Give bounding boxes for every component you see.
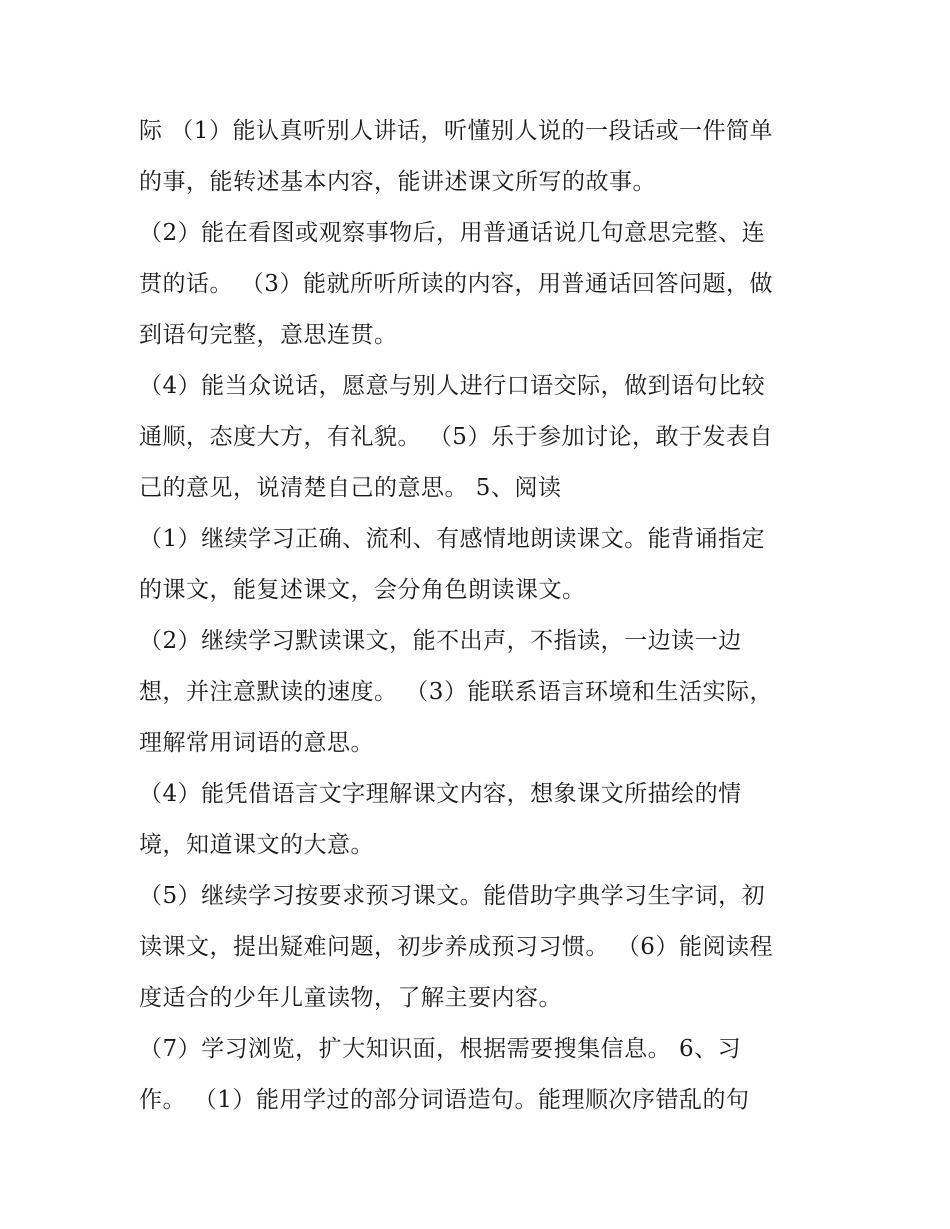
body-text [139,106,819,1126]
text-line: 际 （1）能认真听别人讲话，听懂别人说的一段话或一件简单 [139,118,773,144]
text-line: （4）能凭借语言文字理解课文内容，想象课文所描绘的情 [139,781,742,807]
text-line: 的课文，能复述课文，会分角色朗读课文。 [139,577,586,603]
text-line: （1）继续学习正确、流利、有感情地朗读课文。能背诵指定 [139,526,766,552]
text-line: 理解常用词语的意思。 [139,730,374,756]
text-line: （4）能当众说话，愿意与别人进行口语交际，做到语句比较 [139,373,766,399]
text-line: （2）能在看图或观察事物后，用普通话说几句意思完整、连 [139,220,766,246]
text-line: 作。 （1）能用学过的部分词语造句。能理顺次序错乱的句 [139,1087,750,1113]
text-line: 读课文，提出疑难问题，初步养成预习习惯。 （6）能阅读程 [139,934,773,960]
text-line: 到语句完整，意思连贯。 [139,322,398,348]
text-line: 想，并注意默读的速度。 （3）能联系语言环境和生活实际， [139,679,773,705]
text-line: 己的意见，说清楚自己的意思。 5、阅读 [139,475,562,501]
text-line: （7）学习浏览，扩大知识面，根据需要搜集信息。 6、习 [139,1036,742,1062]
text-line: 的事，能转述基本内容，能讲述课文所写的故事。 [139,169,656,195]
text-line: 贯的话。 （3）能就所听所读的内容，用普通话回答问题，做 [139,271,773,297]
text-line: 境，知道课文的大意。 [139,832,374,858]
text-line: （5）继续学习按要求预习课文。能借助字典学习生字词，初 [139,883,766,909]
text-line: 度适合的少年儿童读物，了解主要内容。 [139,985,562,1011]
text-line: 通顺，态度大方，有礼貌。 （5）乐于参加讨论，敢于发表自 [139,424,773,450]
text-line: （2）继续学习默读课文，能不出声，不指读，一边读一边 [139,628,742,654]
